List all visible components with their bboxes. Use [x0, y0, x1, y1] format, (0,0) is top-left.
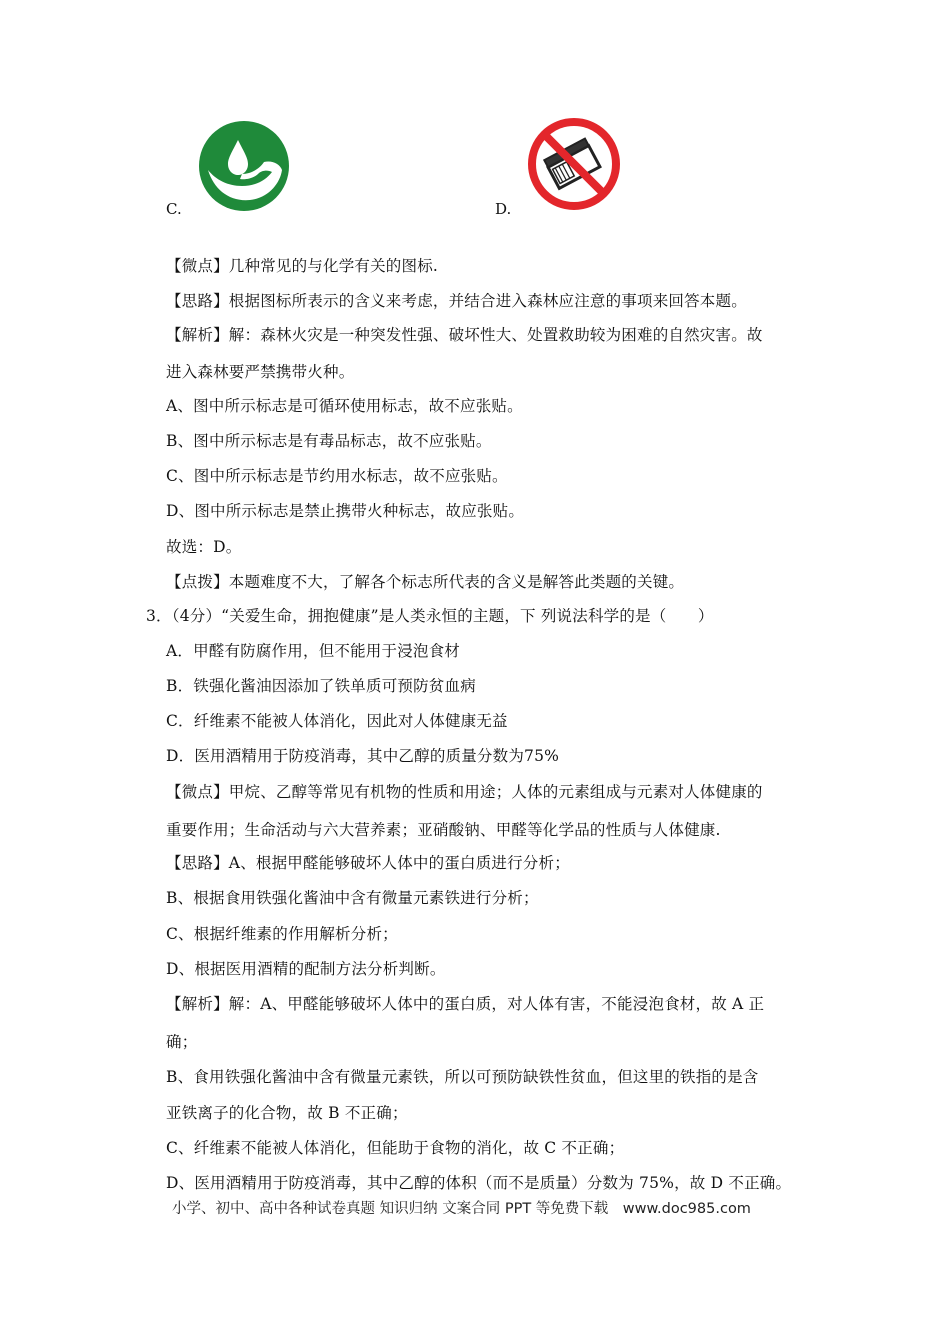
- q3-jiexi-4: 亚铁离子的化合物，故 B 不正确；: [166, 1104, 408, 1122]
- q2-option-b-note: B、图中所示标志是有毒品标志，故不应张贴。: [166, 432, 492, 450]
- q3-option-a: A．甲醛有防腐作用，但不能用于浸泡食材: [166, 642, 460, 660]
- q3-title: 3．（4分）“关爱生命，拥抱健康”是人类永恒的主题，下 列说法科学的是（ ）: [146, 607, 714, 625]
- q3-silu-1: 【思路】A、根据甲醛能够破坏人体中的蛋白质进行分析；: [166, 854, 570, 872]
- page-footer: 小学、初中、高中各种试卷真题 知识归纳 文案合同 PPT 等免费下载 www.doc985.com: [172, 1201, 751, 1217]
- q3-weidian-1: 【微点】甲烷、乙醇等常见有机物的性质和用途；人体的元素组成与元素对人体健康的: [166, 783, 763, 801]
- q2-weidian: 【微点】几种常见的与化学有关的图标.: [166, 257, 439, 275]
- no-matches-icon: [527, 117, 621, 211]
- q3-silu-4: D、根据医用酒精的配制方法分析判断。: [166, 960, 446, 978]
- option-d-label: D.: [495, 200, 512, 218]
- q3-jiexi-5: C、纤维素不能被人体消化，但能助于食物的消化，故 C 不正确；: [166, 1139, 625, 1157]
- water-saving-icon: [198, 120, 290, 212]
- q2-dianbo: 【点拨】本题难度不大，了解各个标志所代表的含义是解答此类题的关键。: [166, 573, 685, 591]
- q2-jiexi-cont: 进入森林要严禁携带火种。: [166, 363, 355, 381]
- q3-option-b: B．铁强化酱油因添加了铁单质可预防贫血病: [166, 677, 476, 695]
- q3-jiexi-2: 确；: [166, 1033, 198, 1051]
- q2-option-d-note: D、图中所示标志是禁止携带火种标志，故应张贴。: [166, 502, 525, 520]
- q2-jiexi: 【解析】解：森林火灾是一种突发性强、破坏性大、处置救助较为困难的自然灾害。故: [166, 326, 763, 344]
- q3-jiexi-6: D、医用酒精用于防疫消毒，其中乙醇的体积（而不是质量）分数为 75%，故 D 不正确。: [166, 1174, 792, 1192]
- q3-option-d: D．医用酒精用于防疫消毒，其中乙醇的质量分数为75%: [166, 747, 560, 765]
- q3-jiexi-3: B、食用铁强化酱油中含有微量元素铁，所以可预防缺铁性贫血，但这里的铁指的是含: [166, 1068, 759, 1086]
- option-c-label: C.: [166, 200, 182, 218]
- q2-silu: 【思路】根据图标所表示的含义来考虑，并结合进入森林应注意的事项来回答本题。: [166, 292, 747, 310]
- q2-option-c-note: C、图中所示标志是节约用水标志，故不应张贴。: [166, 467, 508, 485]
- q3-jiexi-1: 【解析】解：A、甲醛能够破坏人体中的蛋白质，对人体有害，不能浸泡食材，故 A 正: [166, 995, 765, 1013]
- q3-weidian-2: 重要作用；生命活动与六大营养素；亚硝酸钠、甲醛等化学品的性质与人体健康.: [166, 821, 721, 839]
- q3-option-c: C．纤维素不能被人体消化，因此对人体健康无益: [166, 712, 508, 730]
- q2-answer: 故选：D。: [166, 538, 242, 556]
- q2-option-a-note: A、图中所示标志是可循环使用标志，故不应张贴。: [166, 397, 523, 415]
- q3-silu-3: C、根据纤维素的作用解析分析；: [166, 925, 398, 943]
- q3-silu-2: B、根据食用铁强化酱油中含有微量元素铁进行分析；: [166, 889, 539, 907]
